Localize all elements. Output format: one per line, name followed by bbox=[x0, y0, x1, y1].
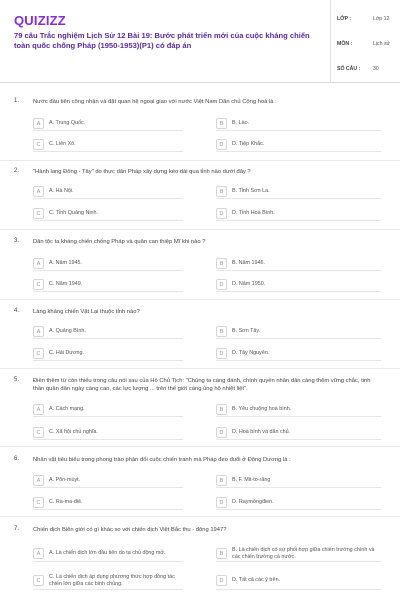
option-letter-badge: B bbox=[216, 404, 227, 415]
option-text: D. Tỉnh Hoà Bình. bbox=[232, 210, 275, 217]
meta-class-value: Lớp 12 bbox=[373, 16, 390, 22]
option-d[interactable] bbox=[216, 496, 381, 510]
option-text: D. Tây Nguyên. bbox=[232, 350, 270, 357]
option-letter-badge: D bbox=[216, 497, 227, 508]
option-d[interactable] bbox=[216, 278, 381, 292]
option-letter-badge: C bbox=[33, 348, 44, 359]
option-b[interactable] bbox=[216, 257, 381, 271]
option-text: D. Hoà bình và dân chủ. bbox=[232, 429, 291, 436]
question-number: 7. bbox=[14, 526, 20, 532]
meta-subject-value: Lịch sử bbox=[373, 41, 391, 47]
option-text: A. Quảng Bình. bbox=[49, 328, 86, 335]
option-text: C. Năm 1949. bbox=[49, 281, 83, 288]
option-text: C. Là chiến dịch áp dụng phương thức hợp đồng tác chiến lớn giữa các binh chủng. bbox=[49, 574, 175, 587]
option-a[interactable] bbox=[33, 117, 183, 131]
option-d[interactable] bbox=[216, 572, 381, 590]
question-divider bbox=[0, 446, 400, 447]
option-text: A. Hà Nội. bbox=[49, 188, 74, 195]
option-text: D. Tất cả các ý trên. bbox=[232, 577, 281, 584]
question-text: Chiến dịch Biên giới có gì khác so với chiến dịch Việt Bắc thu - đông 1947? bbox=[33, 527, 227, 533]
option-letter-badge: D bbox=[216, 427, 227, 438]
question-divider bbox=[0, 299, 400, 300]
option-c[interactable] bbox=[33, 572, 183, 590]
option-text: A. Năm 1945. bbox=[49, 260, 82, 267]
option-letter-badge: A bbox=[33, 475, 44, 486]
question-divider bbox=[0, 160, 400, 161]
meta-subject-label: MÔN : bbox=[337, 41, 353, 47]
option-text: C. Xã hội chủ nghĩa. bbox=[49, 429, 98, 436]
option-c[interactable] bbox=[33, 426, 183, 440]
question-text: Điền thêm từ còn thiếu trong câu nói sau của Hồ Chủ Tịch: "Chúng ta càng đánh, chính quyền nhân dân càng thêm vững chắc, tinh thần quân dân ngày càng cao, các lực lượng ... trên thế giới càng ủng hộ nhiệt liệt". bbox=[33, 378, 371, 392]
option-text: C. Tỉnh Quảng Ninh. bbox=[49, 210, 99, 217]
option-letter-badge: C bbox=[33, 497, 44, 508]
option-b[interactable] bbox=[216, 117, 381, 131]
option-text: A. Cách mạng. bbox=[49, 406, 85, 413]
option-letter-badge: D bbox=[216, 279, 227, 290]
meta-panel bbox=[330, 0, 400, 82]
question-number: 3. bbox=[14, 238, 20, 244]
option-a[interactable] bbox=[33, 185, 183, 199]
option-d[interactable] bbox=[216, 426, 381, 440]
page-title: 79 câu Trắc nghiệm Lịch Sử 12 Bài 19: Bước phát triển mới của cuộc kháng chiến toàn quốc chống Pháp (1950-1953)(P1) có đáp án bbox=[14, 31, 310, 50]
option-letter-badge: D bbox=[216, 139, 227, 150]
option-d[interactable] bbox=[216, 138, 381, 152]
option-letter-badge: A bbox=[33, 118, 44, 129]
option-d[interactable] bbox=[216, 347, 381, 361]
option-text: C. Ra-ma-điê. bbox=[49, 499, 83, 506]
option-b[interactable] bbox=[216, 185, 381, 199]
option-text: B. Năm 1946. bbox=[232, 260, 265, 267]
meta-count-label: SỐ CÂU : bbox=[337, 66, 361, 72]
question-number: 2. bbox=[14, 168, 20, 174]
quizizz-logo[interactable]: QUIZIZZ bbox=[14, 13, 66, 28]
option-b[interactable] bbox=[216, 546, 381, 562]
option-letter-badge: C bbox=[33, 139, 44, 150]
option-text: D. Năm 1950. bbox=[232, 281, 266, 288]
document-header bbox=[0, 0, 400, 82]
option-letter-badge: A bbox=[33, 548, 44, 559]
option-text: B. Là chiến dịch có sự phối hợp giữa chiến trường chính và các chiến trường cả nước. bbox=[232, 547, 375, 560]
option-letter-badge: A bbox=[33, 186, 44, 197]
option-d[interactable] bbox=[216, 207, 381, 221]
meta-class-label: LỚP : bbox=[337, 16, 352, 22]
question-text: Làng kháng chiến Vật Lại thuộc tỉnh nào? bbox=[33, 309, 140, 315]
option-letter-badge: C bbox=[33, 575, 44, 586]
option-letter-badge: A bbox=[33, 404, 44, 415]
question-number: 1. bbox=[14, 98, 20, 104]
option-b[interactable] bbox=[216, 403, 381, 417]
option-letter-badge: A bbox=[33, 258, 44, 269]
option-letter-badge: B bbox=[216, 258, 227, 269]
option-letter-badge: D bbox=[216, 575, 227, 586]
question-text: Nhân vật tiêu biểu trong phong trào phản đối cuộc chiến tranh mà Pháp đeo đuổi ở Đông Dương là : bbox=[33, 457, 291, 463]
question-text: Dân tộc ta kháng chiến chống Pháp và quân can thiệp Mĩ khi nào ? bbox=[33, 239, 206, 245]
option-text: B. Tỉnh Sơn La. bbox=[232, 188, 270, 195]
option-text: C. Hải Dương. bbox=[49, 350, 85, 357]
option-letter-badge: C bbox=[33, 427, 44, 438]
option-text: B. Sơn Tây. bbox=[232, 328, 261, 335]
option-text: D. Raymôngđien. bbox=[232, 499, 274, 506]
question-number: 4. bbox=[14, 308, 20, 314]
question-number: 5. bbox=[14, 377, 20, 383]
option-text: D. Tiệp Khắc. bbox=[232, 141, 265, 148]
option-letter-badge: C bbox=[33, 279, 44, 290]
question-divider bbox=[0, 229, 400, 230]
option-text: B. Yêu chuộng hoà bình. bbox=[232, 406, 292, 413]
option-c[interactable] bbox=[33, 207, 183, 221]
option-b[interactable] bbox=[216, 474, 381, 488]
option-letter-badge: B bbox=[216, 548, 227, 559]
option-text: A. Là chiến dịch lớn đầu tiên do ta chủ động mở. bbox=[49, 550, 166, 557]
option-c[interactable] bbox=[33, 496, 183, 510]
option-letter-badge: C bbox=[33, 208, 44, 219]
option-letter-badge: D bbox=[216, 348, 227, 359]
question-number: 6. bbox=[14, 456, 20, 462]
option-c[interactable] bbox=[33, 138, 183, 152]
option-text: B. F. Mit-to-răng bbox=[232, 477, 271, 484]
option-c[interactable] bbox=[33, 278, 183, 292]
option-letter-badge: B bbox=[216, 326, 227, 337]
option-letter-badge: D bbox=[216, 208, 227, 219]
option-text: B. Lào. bbox=[232, 120, 250, 127]
option-b[interactable] bbox=[216, 325, 381, 339]
option-text: C. Liên Xô. bbox=[49, 141, 76, 148]
question-text: "Hành lang Đông - Tây" do thực dân Pháp xây dựng kéo dài qua tỉnh nào dưới đây ? bbox=[33, 169, 251, 175]
option-a[interactable] bbox=[33, 474, 183, 488]
header-divider bbox=[0, 82, 400, 83]
question-text: Nước đầu tiên công nhận và đặt quan hệ ngoại giao với nước Việt Nam Dân chủ Cộng hoà là : bbox=[33, 99, 277, 105]
meta-count-value: 30 bbox=[373, 66, 379, 72]
option-a[interactable] bbox=[33, 403, 183, 417]
option-a[interactable] bbox=[33, 257, 183, 271]
option-a[interactable] bbox=[33, 325, 183, 339]
option-c[interactable] bbox=[33, 347, 183, 361]
option-text: A. Pôn-mùyt. bbox=[49, 477, 81, 484]
question-divider bbox=[0, 516, 400, 517]
option-letter-badge: B bbox=[216, 186, 227, 197]
option-letter-badge: B bbox=[216, 118, 227, 129]
option-letter-badge: B bbox=[216, 475, 227, 486]
option-text: A. Trung Quốc. bbox=[49, 120, 86, 127]
question-divider bbox=[0, 368, 400, 369]
option-a[interactable] bbox=[33, 546, 183, 562]
option-letter-badge: A bbox=[33, 326, 44, 337]
